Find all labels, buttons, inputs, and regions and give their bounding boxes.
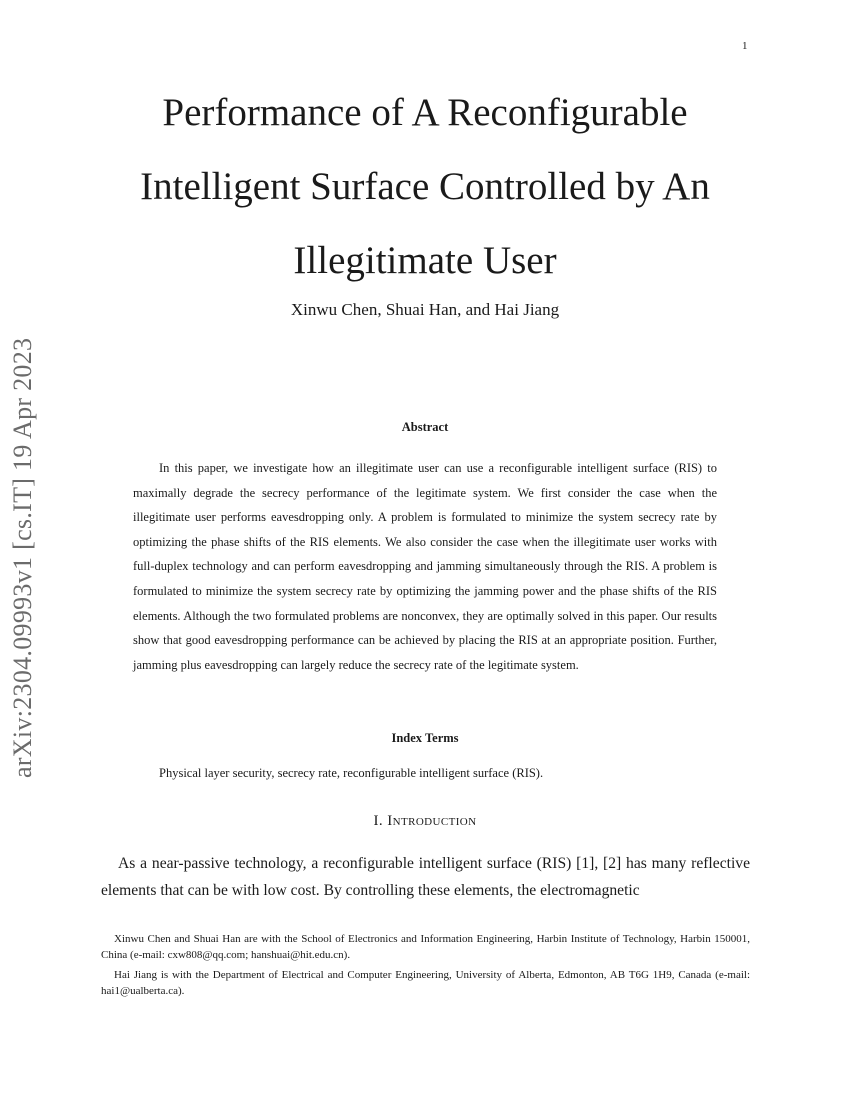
arxiv-identifier: arXiv:2304.09993v1 [cs.IT] 19 Apr 2023 xyxy=(8,337,37,778)
footnote-affiliation: Hai Jiang is with the Department of Electrical and Computer Engineering, University of Alberta, Edmonton, AB T6G 1H9, Canada (e-mail: hai1@ualberta.ca). xyxy=(101,969,750,997)
author-list: Xinwu Chen, Shuai Han, and Hai Jiang xyxy=(290,300,560,319)
abstract-heading: Abstract xyxy=(401,420,449,434)
page-number: 1 xyxy=(742,40,748,52)
title-line: Performance of A Reconfigurable xyxy=(162,91,688,134)
index-terms-text: Physical layer security, secrecy rate, reconfigurable intelligent surface (RIS). xyxy=(159,766,544,780)
title-line: Illegitimate User xyxy=(293,239,557,282)
introduction-paragraph: As a near-passive technology, a reconfigurable intelligent surface (RIS) [1], [2] has many reflective elements that can be with low cost. By controlling these elements, the electromagnetic xyxy=(101,855,750,899)
title-line: Intelligent Surface Controlled by An xyxy=(140,165,710,208)
footnotes xyxy=(101,931,750,1003)
paper-title xyxy=(60,76,790,298)
footnote-affiliation: Xinwu Chen and Shuai Han are with the School of Electronics and Information Engineering, Harbin Institute of Technology, Harbin 150001, China (e-mail: cxw808@qq.com; hanshuai@hit.edu.cn). xyxy=(101,933,750,961)
index-terms-heading: Index Terms xyxy=(391,731,459,745)
section-heading-introduction xyxy=(60,813,790,830)
section-title: Introduction xyxy=(387,813,477,829)
section-number: I. xyxy=(373,813,384,829)
abstract-text: In this paper, we investigate how an illegitimate user can use a reconfigurable intelligent surface (RIS) to maximally degrade the secrecy performance of the legitimate system. We first consider the case when the illegitimate user performs eavesdropping only. A problem is formulated to minimize the system secrecy rate by optimizing the phase shifts of the RIS elements. We also consider the case when the illegitimate user works with full-duplex technology and can perform eavesdropping and jamming simultaneously through the RIS. A problem is formulated to minimize the system secrecy rate by optimizing the jamming power and the phase shifts of the RIS elements. Although the two formulated problems are nonconvex, they are optimally solved in this paper. Our results show that good eavesdropping performance can be achieved by placing the RIS at an appropriate position. Further, jamming plus eavesdropping can largely reduce the secrecy rate of the legitimate system. xyxy=(133,461,717,672)
